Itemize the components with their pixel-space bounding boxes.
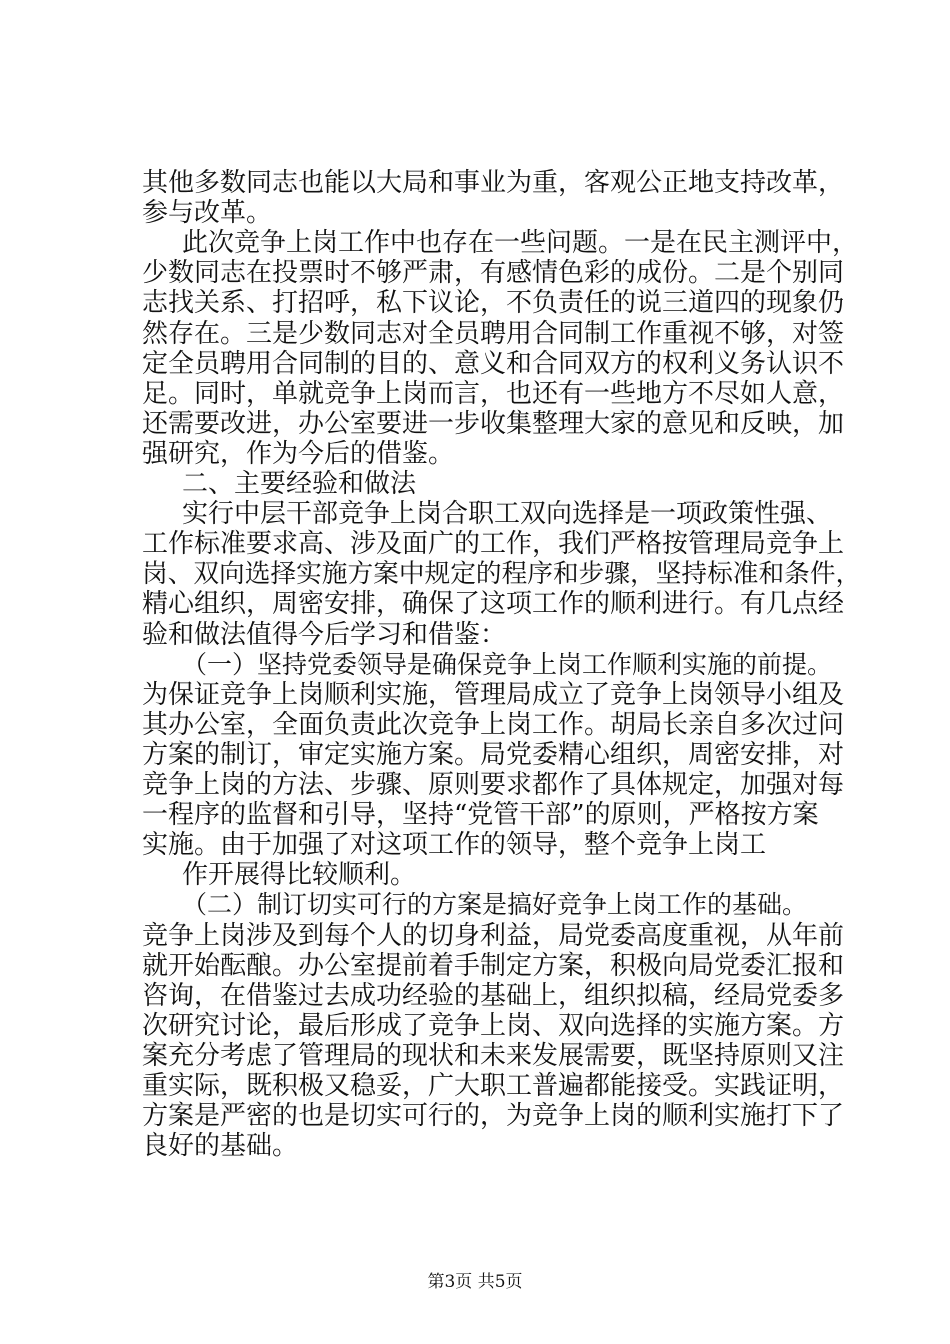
text-line: 志找关系、打招呼，私下议论，不负责任的说三道四的现象仍 — [142, 288, 845, 319]
text-line: 一程序的监督和引导，坚持“党管干部”的原则，严格按方案 — [142, 800, 819, 831]
text-line: 实施。由于加强了对这项工作的领导，整个竞争上岗工 — [142, 830, 767, 861]
text-line: 精心组织，周密安排，确保了这项工作的顺利进行。有几点经 — [142, 589, 845, 620]
text-line: 实行中层干部竞争上岗合职工双向选择是一项政策性强、 — [182, 499, 833, 530]
text-line: 强研究，作为今后的借鉴。 — [142, 438, 455, 469]
text-line: 其他多数同志也能以大局和事业为重，客观公正地支持改革， — [142, 168, 845, 198]
subsection-heading: （一）坚持党委领导是确保竞争上岗工作顺利实施的前提。 — [182, 649, 833, 679]
text-line: 定全员聘用合同制的目的、意义和合同双方的权利义务认识不 — [142, 348, 845, 379]
text-line: 案充分考虑了管理局的现状和未来发展需要，既坚持原则又注 — [142, 1040, 845, 1071]
text-line: 为保证竞争上岗顺利实施，管理局成立了竞争上岗领导小组及 — [142, 679, 845, 710]
text-line: 次研究讨论，最后形成了竞争上岗、双向选择的实施方案。方 — [142, 1010, 845, 1041]
text-line: 此次竞争上岗工作中也存在一些问题。一是在民主测评中， — [182, 228, 859, 259]
text-line: 少数同志在投票时不够严肃，有感情色彩的成份。二是个别同 — [142, 258, 845, 289]
text-line: 然存在。三是少数同志对全员聘用合同制工作重视不够，对签 — [142, 318, 845, 349]
text-line: 方案是严密的也是切实可行的，为竞争上岗的顺利实施打下了 — [142, 1101, 845, 1132]
text-line: 工作标准要求高、涉及面广的工作，我们严格按管理局竞争上 — [142, 529, 845, 560]
page-number: 第3页 共5页 — [427, 1272, 523, 1292]
subsection-heading: （二）制订切实可行的方案是搞好竞争上岗工作的基础。 — [182, 890, 808, 920]
text-line: 良好的基础。 — [142, 1131, 299, 1162]
text-line: 竞争上岗的方法、步骤、原则要求都作了具体规定，加强对每 — [142, 770, 845, 800]
text-line: 验和做法值得今后学习和借鉴： — [142, 619, 507, 650]
text-line: 岗、双向选择实施方案中规定的程序和步骤，坚持标准和条件， — [142, 559, 862, 590]
text-line: 就开始酝酿。办公室提前着手制定方案，积极向局党委汇报和 — [142, 950, 845, 981]
text-line: 咨询，在借鉴过去成功经验的基础上，组织拟稿，经局党委多 — [142, 980, 845, 1011]
text-line: 其办公室，全面负责此次竞争上岗工作。胡局长亲自多次过问 — [142, 709, 845, 740]
text-line: 方案的制订，审定实施方案。局党委精心组织，周密安排，对 — [142, 739, 845, 770]
text-line: 作开展得比较顺利。 — [182, 860, 417, 891]
text-line: 参与改革。 — [142, 198, 273, 229]
text-line: 竞争上岗涉及到每个人的切身利益，局党委高度重视，从年前 — [142, 920, 845, 951]
text-line: 还需要改进，办公室要进一步收集整理大家的意见和反映，加 — [142, 408, 845, 439]
section-heading: 二、主要经验和做法 — [182, 469, 417, 499]
text-line: 重实际，既积极又稳妥，广大职工普遍都能接受。实践证明， — [142, 1071, 845, 1101]
text-line: 足。同时，单就竞争上岗而言，也还有一些地方不尽如人意， — [142, 378, 845, 409]
